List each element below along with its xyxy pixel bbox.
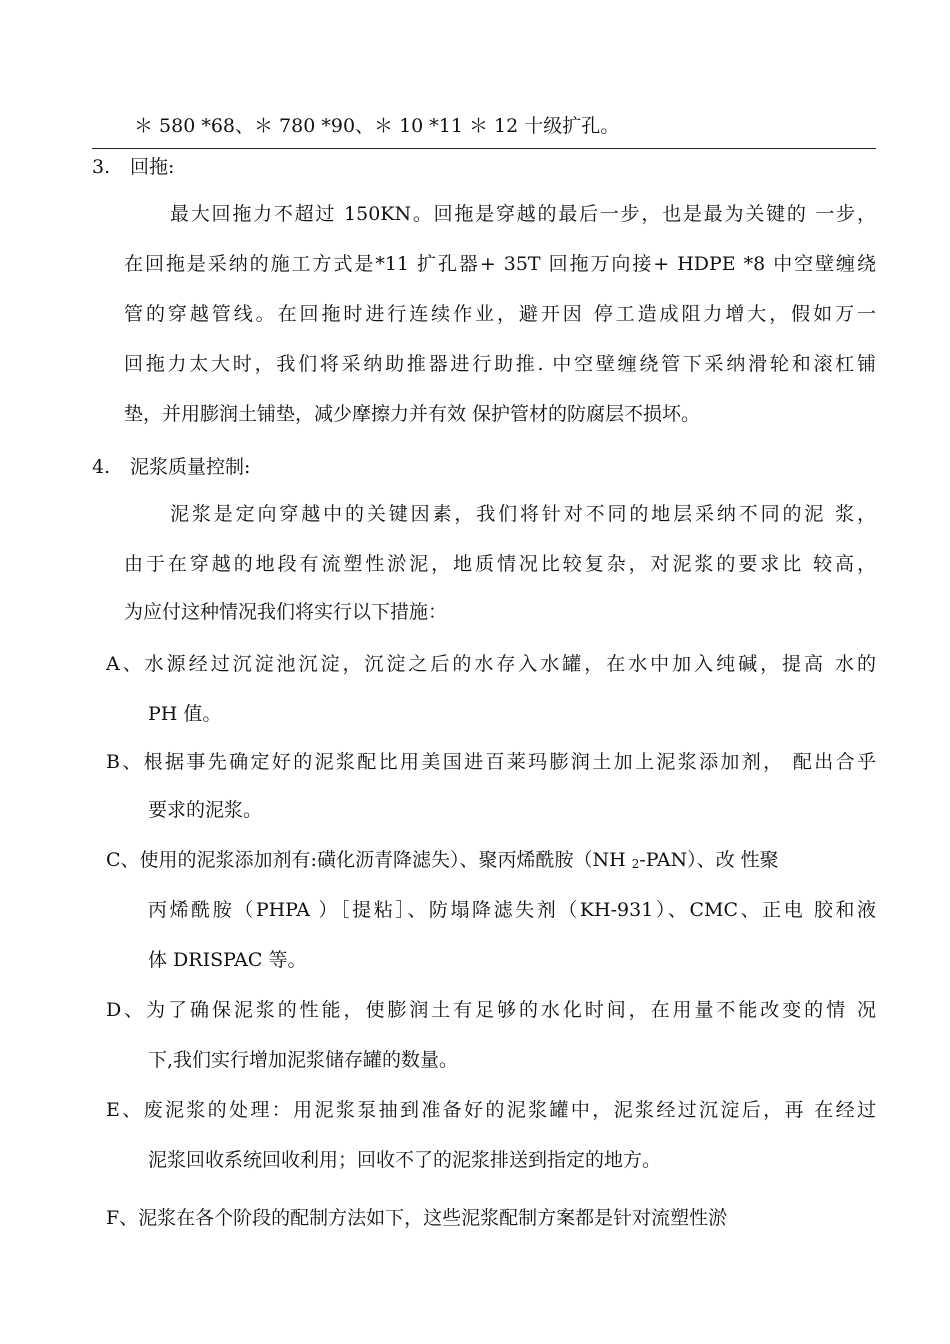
list-item-c-line: 体 DRISPAC 等。 <box>148 949 307 971</box>
list-item-c-line <box>106 848 876 872</box>
section-4-paragraph-line: 泥浆是定向穿越中的关键因素，我们将针对不同的地层采纳不同的泥 浆， <box>170 503 876 525</box>
list-item-e-line: E、废泥浆的处理：用泥浆泵抽到准备好的泥浆罐中，泥浆经过沉淀后，再 在经过 <box>106 1099 876 1121</box>
section-3-heading: 回拖: <box>130 156 175 178</box>
list-item-a-line: PH 值。 <box>148 703 222 725</box>
section-4-paragraph-line: 为应付这种情况我们将实行以下措施： <box>124 601 448 623</box>
list-item-d-line: D、为了确保泥浆的性能，使膨润土有足够的水化时间，在用量不能改变的情 况 <box>106 999 876 1021</box>
section-4-paragraph-line: 由于在穿越的地段有流塑性淤泥，地质情况比较复杂，对泥浆的要求比 较高， <box>124 553 876 575</box>
section-3-paragraph-line: 在回拖是采纳的施工方式是*11 扩孔器+ 35T 回拖万向接+ HDPE *8 中空壁缠绕 <box>124 253 876 275</box>
list-item-f-line: F、泥浆在各个阶段的配制方法如下，这些泥浆配制方案都是针对流塑性淤 <box>106 1207 728 1229</box>
list-item-c-text: -PAN）、改 性聚 <box>639 849 779 871</box>
section-3-paragraph-line: 最大回拖力不超过 150KN。回拖是穿越的最后一步，也是最为关键的 一步， <box>170 203 876 225</box>
list-item-b-line: B、根据事先确定好的泥浆配比用美国进百莱玛膨润土加上泥浆添加剂， 配出合乎 <box>106 751 876 773</box>
subscript-text: 2 <box>631 857 640 871</box>
horizontal-rule <box>92 148 876 149</box>
list-item-e-line: 泥浆回收系统回收利用；回收不了的泥浆排送到指定的地方。 <box>148 1149 662 1171</box>
list-item-d-line: 下,我们实行增加泥浆储存罐的数量。 <box>148 1049 459 1071</box>
section-3-paragraph-line: 垫，并用膨润土铺垫，减少摩擦力并有效 保护管材的防腐层不损坏。 <box>124 403 701 425</box>
section-3-paragraph-line: 回拖力太大时，我们将采纳助推器进行助推. 中空壁缠绕管下采纳滑轮和滚杠铺 <box>124 353 876 375</box>
section-4-heading: 泥浆质量控制: <box>130 456 251 478</box>
list-item-c-line: 丙烯酰胺（PHPA ）［提粘］、防塌降滤失剂（KH-931）、CMC、正电 胶和液 <box>148 899 876 921</box>
list-item-c-text: C、使用的泥浆添加剂有:磺化沥青降滤失）、聚丙烯酰胺（NH <box>106 849 632 871</box>
section-3-paragraph-line: 管的穿越管线。在回拖时进行连续作业，避开因 停工造成阻力增大，假如万一 <box>124 303 876 325</box>
continued-text: ＊ 580 *68、＊ 780 *90、＊ 10 *11 ＊ 12 十级扩孔。 <box>134 115 620 137</box>
list-item-b-line: 要求的泥浆。 <box>148 799 263 821</box>
section-3-number: 3. <box>92 156 111 178</box>
section-4-number: 4. <box>92 456 111 478</box>
list-item-a-line: A、水源经过沉淀池沉淀，沉淀之后的水存入水罐，在水中加入纯碱，提高 水的 <box>106 653 876 675</box>
